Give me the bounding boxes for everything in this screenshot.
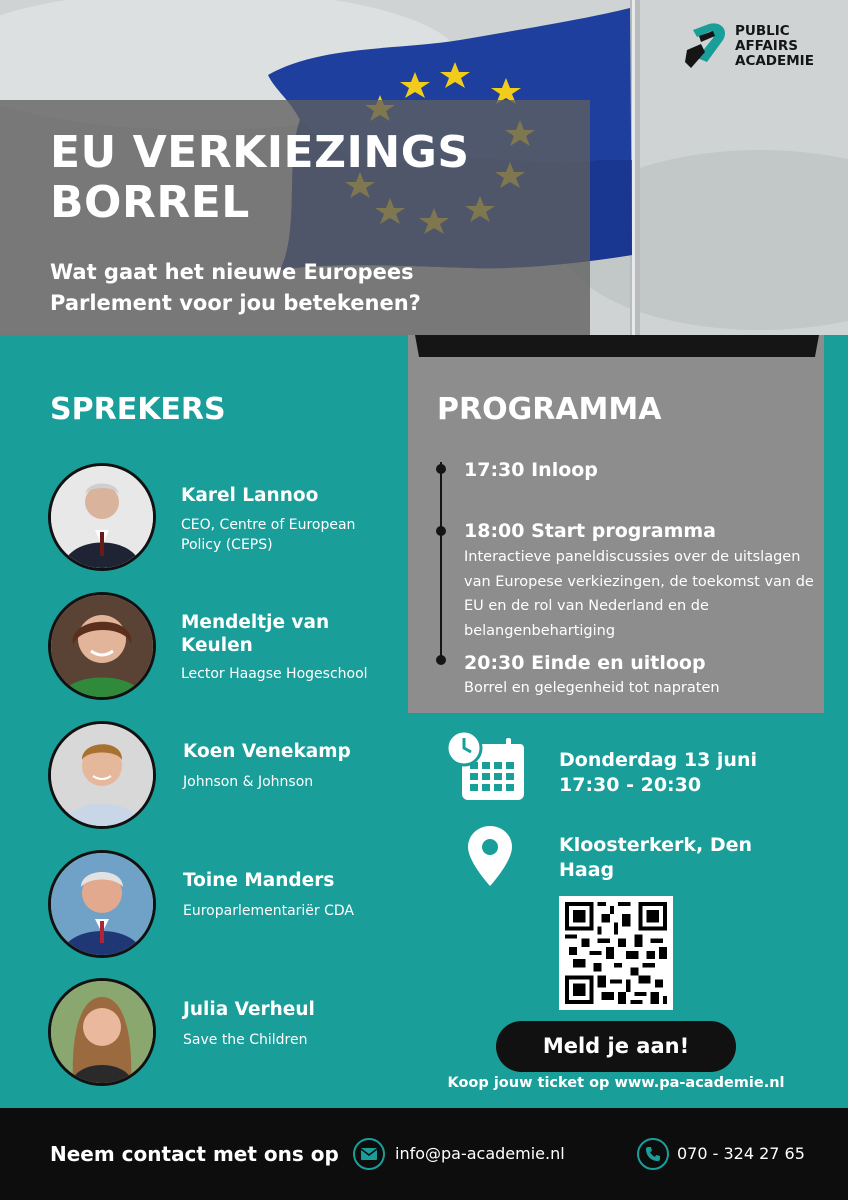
speaker-role: Lector Haagse Hogeschool: [181, 666, 368, 682]
program-item-title: 18:00 Start programma: [464, 520, 716, 542]
speaker-card: [48, 978, 378, 1088]
qr-code-icon: [565, 902, 667, 1004]
program-item-title: 17:30 Inloop: [464, 459, 598, 481]
event-date: Donderdag 13 juni: [559, 749, 757, 771]
timeline-dot: [436, 655, 446, 665]
calendar-clock-icon: [446, 730, 528, 802]
program-item-title: 20:30 Einde en uitloop: [464, 652, 706, 674]
speaker-name: Koen Venekamp: [183, 741, 351, 762]
timeline-dot: [436, 464, 446, 474]
footer-email[interactable]: info@pa-academie.nl: [395, 1144, 565, 1163]
speaker-role: Save the Children: [183, 1032, 308, 1048]
hero-banner: [0, 0, 848, 335]
speaker-card: [48, 592, 378, 702]
footer-phone[interactable]: 070 - 324 27 65: [677, 1144, 805, 1163]
avatar: [48, 850, 156, 958]
registration-qr-code[interactable]: [559, 896, 673, 1010]
speaker-card: [48, 850, 378, 960]
phone-icon: [637, 1138, 669, 1170]
program-item-desc: Borrel en gelegenheid tot napraten: [464, 680, 720, 696]
location-pin-icon: [468, 826, 512, 886]
speaker-role: Europarlementariër CDA: [183, 903, 355, 919]
title-line-1: EU VERKIEZINGS: [50, 127, 470, 178]
avatar: [48, 721, 156, 829]
avatar: [48, 978, 156, 1086]
speaker-role: Johnson & Johnson: [183, 774, 314, 790]
program-timeline: [440, 462, 442, 662]
event-time: 17:30 - 20:30: [559, 774, 702, 796]
program-heading: PROGRAMMA: [437, 392, 662, 427]
program-top-bar: [415, 335, 819, 357]
speaker-role: CEO, Centre of European Policy (CEPS): [181, 517, 356, 553]
title-line-2: BORREL: [50, 177, 250, 228]
event-location: Kloosterkerk, Den Haag: [559, 834, 753, 881]
logo-line-1: PUBLIC: [735, 22, 790, 39]
footer: [0, 1108, 848, 1200]
event-date-block: [559, 748, 757, 798]
register-button[interactable]: Meld je aan!: [496, 1021, 736, 1072]
program-item-desc: Interactieve paneldiscussies over de uitslagen van Europese verkiezingen, de toekomst van de EU en de rol van Nederland en de belangenbehartiging: [464, 549, 814, 639]
speaker-name: Toine Manders: [183, 870, 335, 891]
speakers-heading: SPREKERS: [50, 392, 226, 427]
page-subtitle: Wat gaat het nieuwe Europees Parlement voor jou betekenen?: [50, 260, 421, 315]
academy-logo: [685, 22, 814, 70]
footer-title: Neem contact met ons op: [50, 1142, 339, 1166]
ticket-link[interactable]: Koop jouw ticket op www.pa-academie.nl: [447, 1075, 785, 1091]
speaker-card: [48, 721, 378, 831]
logo-line-2: AFFAIRS: [735, 37, 798, 54]
logo-mark-icon: [685, 22, 729, 70]
timeline-dot: [436, 526, 446, 536]
speaker-card: [48, 463, 378, 573]
speaker-name: Julia Verheul: [183, 999, 315, 1020]
logo-line-3: ACADEMIE: [735, 52, 814, 69]
page-title: [50, 128, 470, 228]
avatar: [48, 592, 156, 700]
email-icon: [353, 1138, 385, 1170]
avatar: [48, 463, 156, 571]
speaker-name: Mendeltje van Keulen: [181, 612, 330, 656]
speaker-name: Karel Lannoo: [181, 485, 319, 506]
